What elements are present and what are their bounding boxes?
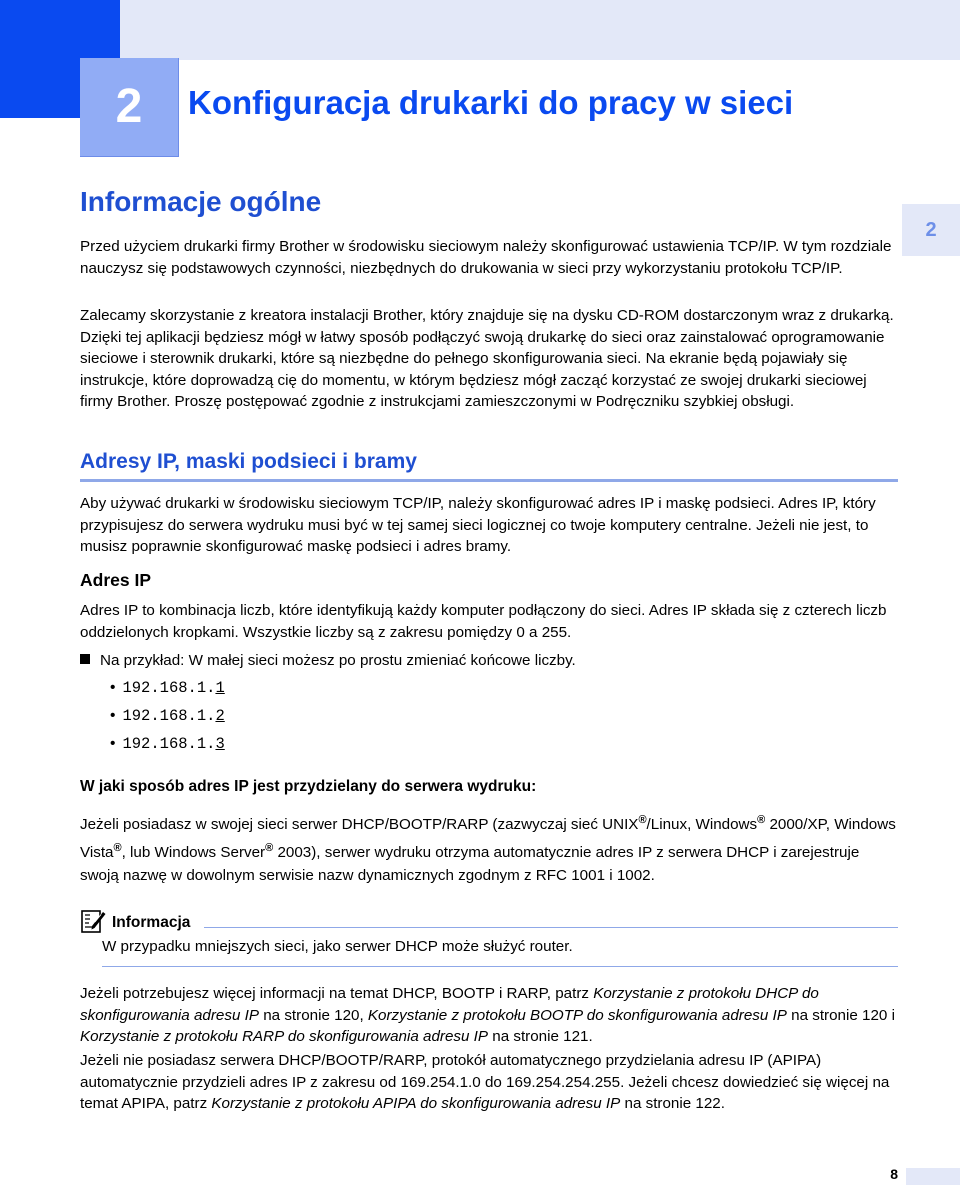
paragraph-ip-definition: Adres IP to kombinacja liczb, które identyfikują każdy komputer podłączony do sieci. Adres IP składa się z czterech liczb oddzielonych kropkami. Wszystkie liczby są z zakresu pomiędzy 0 a 255. [80,602,887,641]
paragraph-ip-config: Aby używać drukarki w środowisku sieciowym TCP/IP, należy skonfigurować adres IP i maskę podsieci. Adres IP, który przypisujesz do serwera wydruku musi być w tej samej sieci logicznej co twoje komputery centralne. Jeżeli nie jest, to musisz poprawnie skonfigurować maskę podsieci i adres bramy. [80,495,876,555]
chapter-side-tab-number: 2 [925,219,937,241]
paragraph-dhcp-server: Jeżeli posiadasz w swojej sieci serwer DHCP/BOOTP/RARP (zazwyczaj sieć UNIX®/Linux, Windows® 2000/XP, Windows Vista®, lub Windows Server® 2003), serwer wydruku otrzyma automatycznie adres IP z serwera DHCP i zarejestruje swoją nazwę w dowolnym serwisie nazw dynamicznych zgodnym z RFC 1001 i 1002. [80,814,896,885]
note-title: Informacja [112,914,191,931]
section-heading-general: Informacje ogólne [80,186,322,217]
ip-example-bullet: • 192.168.1.1 [110,679,225,697]
example-item [80,650,900,672]
example-text: Na przykład: W małej sieci możesz po prostu zmieniać końcowe liczby. [100,652,576,669]
ip-example-bullet: • 192.168.1.3 [110,735,225,753]
note-text: W przypadku mniejszych sieci, jako serwer DHCP może służyć router. [102,938,573,955]
ip-example-bullet: • 192.168.1.2 [110,707,225,725]
square-bullet-icon [80,654,90,664]
note-top-rule [204,927,898,928]
paragraph-apipa: Jeżeli nie posiadasz serwera DHCP/BOOTP/RARP, protokół automatycznego przydzielania adresu IP (APIPA) automatycznie przydzieli adres IP z zakresu od 169.254.1.0 do 169.254.254.255. Jeżeli chcesz dowiedzieć się więcej na temat APIPA, patrz Korzystanie z protokołu APIPA do skonfigurowania adresu IP na stronie 122. [80,1052,890,1112]
paragraph-wizard: Zalecamy skorzystanie z kreatora instalacji Brother, który znajduje się na dysku CD-ROM dostarczonym wraz z drukarką. Dzięki tej aplikacji będziesz mógł w łatwy sposób podłączyć swoją drukarkę do sieci oraz zainstalować oprogramowanie sieciowe i sterownik drukarki, które są niezbędne do pełnego skonfigurowania sieci. Na ekranie będą pojawiały się instrukcje, które doprowadzą cię do momentu, w którym będziesz mógł zacząć korzystać ze swojej drukarki sieciowej firmy Brother. Proszę postępować zgodnie z instrukcjami zamieszczonymi w Podręczniku szybkiej obsługi. [80,307,894,410]
chapter-title: Konfiguracja drukarki do pracy w sieci [188,84,794,121]
note-pencil-icon [80,908,106,934]
footer-bar [906,1168,960,1185]
paragraph-intro: Przed użyciem drukarki firmy Brother w środowisku sieciowym należy skonfigurować ustawienia TCP/IP. W tym rozdziale nauczysz się podstawowych czynności, niezbędnych do drukowania w sieci przy wykorzystaniu protokołu TCP/IP. [80,238,892,277]
note-bottom-rule [102,966,898,967]
bullet-dot-icon: • [110,735,116,752]
section-heading-rule [80,479,898,482]
subheading-ip-address: Adres IP [80,570,151,590]
bullet-dot-icon: • [110,679,116,696]
paragraph-references: Jeżeli potrzebujesz więcej informacji na temat DHCP, BOOTP i RARP, patrz Korzystanie z protokołu DHCP do skonfigurowania adresu IP na stronie 120, Korzystanie z protokołu BOOTP do skonfigurowania adresu IP na stronie 120 i Korzystanie z protokołu RARP do skonfigurowania adresu IP na stronie 121. [80,985,895,1045]
header-band [120,0,960,60]
chapter-number: 2 [115,80,143,133]
bullet-dot-icon: • [110,707,116,724]
section-heading-ip-addresses: Adresy IP, maski podsieci i bramy [80,450,417,473]
subheading-ip-assignment: W jaki sposób adres IP jest przydzielany do serwera wydruku: [80,778,537,795]
page-number: 8 [890,1166,898,1182]
